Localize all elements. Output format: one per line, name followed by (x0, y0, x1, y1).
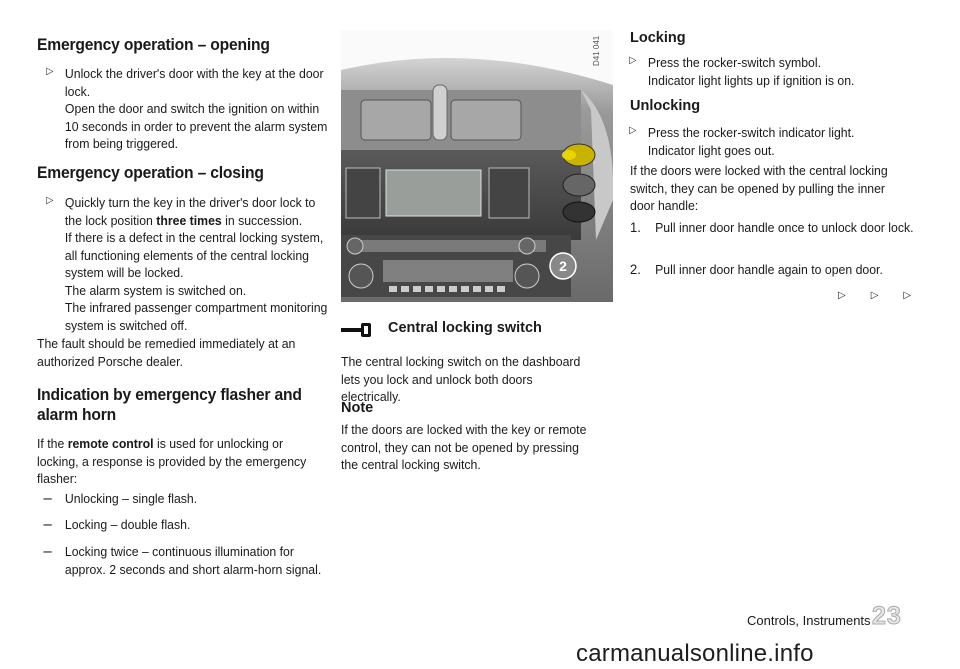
list-item-locking: – Locking – double flash. (43, 516, 191, 533)
step-press-indicator: ▷ Press the rocker-switch indicator light. Indicator light goes out. (629, 125, 855, 158)
heading-unlocking: Unlocking (630, 98, 701, 114)
triangle-right-icon: ▷ (46, 66, 54, 77)
triangle-right-icon: ▷ (46, 195, 54, 206)
heading-central-locking-switch: Central locking switch (388, 320, 542, 336)
list-item-1: 1. Pull inner door handle once to unlock door lock. (630, 219, 914, 235)
footer-section: Controls, Instruments (747, 613, 871, 628)
note-text: If the doors are locked with the key or remote control, they can not be opened by pressing the central locking switch. (341, 422, 587, 472)
watermark: carmanualsonline.info (576, 640, 814, 667)
image-code: D41 041 (592, 35, 601, 66)
doors-text: If the doors were locked with the central locking switch, they can be opened by pulling the inner door handle: (630, 163, 888, 213)
list-item-unlocking: – Unlocking – single flash. (43, 490, 198, 507)
heading-locking: Locking (630, 30, 686, 46)
central-locking-switch-heading-row (341, 320, 613, 340)
dashboard-photo (341, 30, 613, 302)
switch-text: The central locking switch on the dashboard lets you lock and unlock both doors electrically. (341, 354, 581, 404)
indication-text: If the remote control is used for unlocking or locking, a response is provided by the emergency flasher: (37, 436, 307, 486)
step-unlock-door: ▷ Unlock the driver's door with the key at the door lock. Open the door and switch the ignition on within 10 seconds in order to prevent the alarm system from being triggered. (46, 66, 328, 151)
heading-indication: Indication by emergency flasher and alarm horn (37, 385, 302, 424)
step-press-rocker: ▷ Press the rocker-switch symbol. Indicator light lights up if ignition is on. (629, 55, 855, 88)
step-turn-key: ▷ Quickly turn the key in the driver's door lock to the lock position three times in succession. If there is a defect in the central locking system, all functioning elements of the central locking system will be locked. The alarm system is switched on. The infrared passenger compartment monitoring system is switched off. (46, 195, 328, 333)
heading-emergency-closing: Emergency operation – closing (37, 163, 264, 182)
page-number: 23 (872, 602, 902, 630)
callout-number: 2 (559, 258, 567, 274)
continue-arrows-icon: ▷▷▷ (838, 290, 937, 301)
list-item-locking-twice: – Locking twice – continuous illumination for approx. 2 seconds and short alarm-horn signal. (43, 543, 322, 577)
heading-emergency-opening: Emergency operation – opening (37, 35, 270, 54)
switch-icon (341, 322, 375, 338)
triangle-right-icon: ▷ (629, 55, 637, 66)
fault-text: The fault should be remedied immediately at an authorized Porsche dealer. (37, 336, 296, 369)
heading-note: Note (341, 400, 374, 416)
dashboard-illustration (341, 30, 613, 302)
list-item-2: 2. Pull inner door handle again to open door. (630, 261, 883, 277)
triangle-right-icon: ▷ (629, 125, 637, 136)
